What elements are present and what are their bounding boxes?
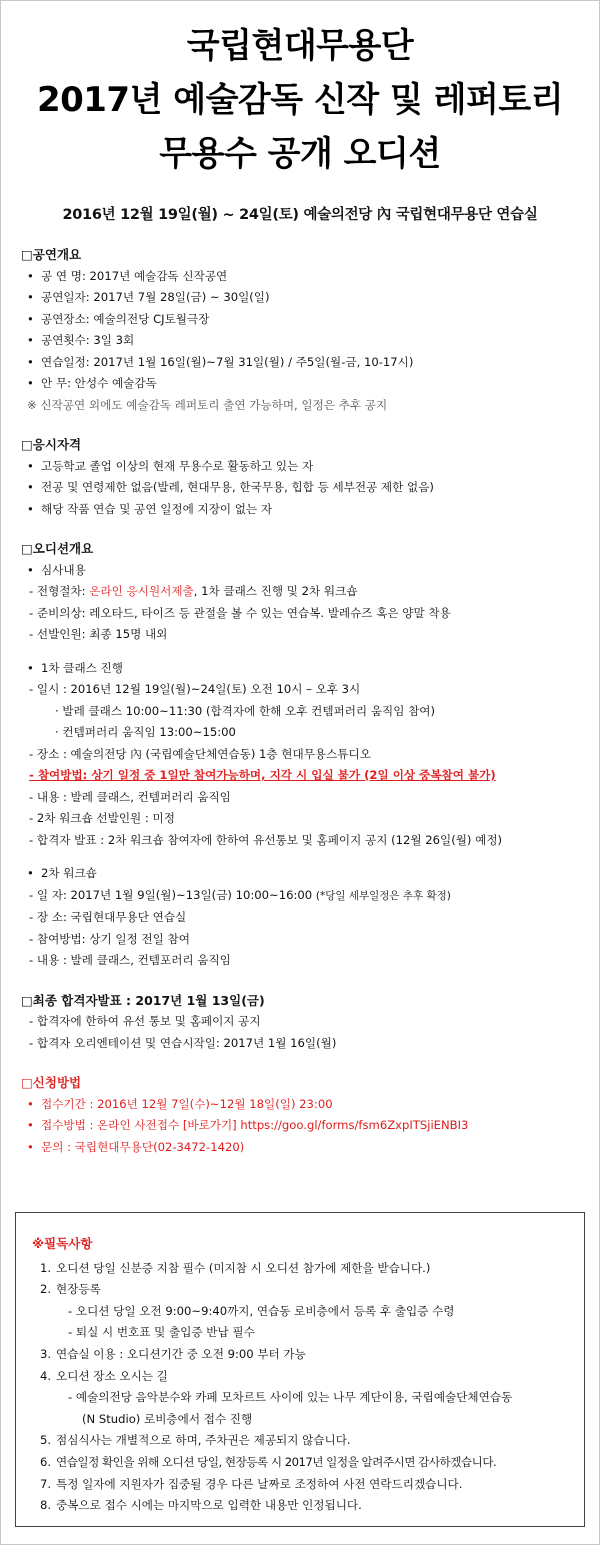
page-title	[1, 19, 599, 181]
round1-content: - 내용 : 발레 클래스, 컨템퍼러리 움직임	[29, 789, 231, 804]
notice-heading: ※필독사항	[32, 1236, 93, 1251]
round1-result: - 합격자 발표 : 2차 워크숍 참여자에 한하여 유선통보 및 홈페이지 공지 (12월 26일(월) 예정)	[29, 832, 503, 847]
eligibility-item: • 전공 및 연령제한 없음(발레, 현대무용, 한국무용, 힙합 등 세부전공 제한 없음)	[21, 477, 579, 499]
round2-date-note: (*당일 세부일정은 추후 확정)	[315, 889, 451, 902]
notice-number: 1.	[40, 1260, 52, 1275]
round1-method: - 참여방법: 상기 일정 중 1일만 참여가능하며, 지각 시 입실 불가 (2일 이상 중복참여 불가)	[29, 768, 496, 782]
notice-number: 2.	[40, 1282, 52, 1297]
round2-label: • 2차 워크숍	[21, 863, 579, 885]
required-notice-box	[15, 1212, 585, 1527]
title-line-1: 국립현대무용단	[186, 26, 414, 66]
apply-heading: □신청방법	[21, 1075, 82, 1090]
final-heading: □최종 합격자발표 : 2017년 1월 13일(금)	[21, 992, 265, 1008]
title-line-3: 무용수 공개 오디션	[159, 134, 441, 174]
notice-item-4-sub: - 예술의전당 음악분수와 카페 모차르트 사이에 있는 나무 계단이용, 국립예술단체연습동	[68, 1390, 513, 1405]
notice-item-2	[32, 1279, 572, 1301]
notice-text: 점심식사는 개별적으로 하며, 주차권은 제공되지 않습니다.	[56, 1433, 351, 1448]
round1-schedule: - 일시 : 2016년 12월 19일(월)~24일(토) 오전 10시 – 오후 3시	[29, 682, 361, 696]
apply-period: • 접수기간 : 2016년 12월 7일(수)~12월 18일(일) 23:00	[21, 1094, 579, 1116]
overview-item: • 안 무: 안성수 예술감독	[21, 373, 579, 395]
apply-method-link[interactable]: • 접수방법 : 온라인 사전접수 [바로가기] https://goo.gl/forms/fsm6ZxpITSjiENBI3	[21, 1115, 579, 1137]
round2-method: - 참여방법: 상기 일정 전일 참여	[29, 931, 190, 946]
notice-item-5	[32, 1430, 572, 1452]
overview-item: • 공연장소: 예술의전당 CJ토월극장	[21, 309, 579, 331]
notice-item-7	[32, 1474, 572, 1496]
round2-date-main: - 일 자: 2017년 1월 9일(월)~13일(금) 10:00~16:00	[29, 887, 316, 902]
notice-number: 6.	[40, 1454, 52, 1469]
notice-number: 8.	[40, 1498, 52, 1513]
notice-text: 연습실 이용 : 오디션기간 중 오전 9:00 부터 가능	[56, 1346, 306, 1361]
notice-text: 오디션 장소 오시는 길	[56, 1368, 168, 1383]
overview-item: • 연습일정: 2017년 1월 16일(월)~7월 31일(월) / 주5일(월-금, 10-17시)	[21, 352, 579, 374]
notice-number: 7.	[40, 1476, 52, 1491]
notice-text: 오디션 당일 신분증 지참 필수 (미지참 시 오디션 참가에 제한을 받습니다.)	[56, 1260, 431, 1275]
notice-item-2-sub: - 퇴실 시 번호표 및 출입증 반납 필수	[68, 1325, 255, 1340]
notice-item-3	[32, 1344, 572, 1366]
notice-number: 4.	[40, 1368, 52, 1383]
notice-number: 3.	[40, 1346, 52, 1361]
review-process-suffix: , 1차 클래스 진행 및 2차 워크숍	[193, 584, 358, 598]
overview-item: • 공 연 명: 2017년 예술감독 신작공연	[21, 266, 579, 288]
review-selection: - 선발인원: 최종 15명 내외	[29, 627, 168, 641]
round1-selection: - 2차 워크숍 선발인원 : 미정	[29, 811, 175, 825]
overview-heading: □공연개요	[21, 247, 82, 262]
review-label: • 심사내용	[21, 560, 579, 582]
notice-text: 연습일정 확인을 위해 오디션 당일, 현장등록 시 2017년 일정을 알려주시면 감사하겠습니다.	[56, 1454, 497, 1469]
notice-item-4-sub: (N Studio) 로비층에서 접수 진행	[82, 1411, 253, 1426]
final-item: - 합격자 오리엔테이션 및 연습시작일: 2017년 1월 16일(월)	[29, 1035, 337, 1050]
audition-date-line: 2016년 12월 19일(월) ~ 24일(토) 예술의전당 內 국립현대무용단 연습실	[62, 207, 538, 223]
overview-item: • 공연횟수: 3일 3회	[21, 330, 579, 352]
review-process	[21, 581, 579, 603]
notice-item-8	[32, 1495, 572, 1517]
notice-item-2-sub: - 오디션 당일 오전 9:00~9:40까지, 연습동 로비층에서 등록 후 출입증 수령	[68, 1303, 455, 1318]
review-attire: - 준비의상: 레오타드, 타이즈 등 관절을 볼 수 있는 연습복. 발레슈즈 혹은 양말 착용	[29, 605, 451, 620]
title-line-2: 2017년 예술감독 신작 및 레퍼토리	[36, 80, 564, 120]
round2-place: - 장 소: 국립현대무용단 연습실	[29, 910, 187, 924]
round2-content: - 내용 : 발레 클래스, 컨템포러리 움직임	[29, 953, 231, 967]
overview-note: ※ 신작공연 외에도 예술감독 레퍼토리 출연 가능하며, 일정은 추후 공지	[27, 397, 388, 412]
round2-date	[21, 885, 579, 908]
notice-text: 현장등록	[56, 1282, 101, 1297]
round1-contemporary: · 컨템퍼러리 움직임 13:00~15:00	[55, 725, 236, 739]
round1-ballet: · 발레 클래스 10:00~11:30 (합격자에 한해 오후 컨템퍼러리 움직임 참여)	[55, 703, 436, 718]
final-item: - 합격자에 한하여 유선 통보 및 홈페이지 공지	[29, 1014, 261, 1028]
eligibility-heading: □응시자격	[21, 437, 82, 452]
eligibility-item: • 해당 작품 연습 및 공연 일정에 지장이 없는 자	[21, 499, 579, 521]
round1-label: • 1차 클래스 진행	[21, 658, 579, 680]
audition-heading: □오디션개요	[21, 541, 94, 556]
notice-item-1	[32, 1258, 572, 1280]
review-process-prefix: - 전형절차:	[29, 584, 90, 598]
main-content	[1, 244, 599, 1158]
notice-number: 5.	[40, 1433, 52, 1448]
notice-text: 특정 일자에 지원자가 집중될 경우 다른 날짜로 조정하여 사전 연락드리겠습니다.	[56, 1476, 463, 1491]
apply-contact: • 문의 : 국립현대무용단(02-3472-1420)	[21, 1137, 579, 1159]
notice-text: 중복으로 접수 시에는 마지막으로 입력한 내용만 인정됩니다.	[56, 1498, 362, 1513]
round1-place: - 장소 : 예술의전당 內 (국립예술단체연습동) 1층 현대무용스튜디오	[29, 746, 371, 761]
online-application-text: 온라인 응시원서제출	[89, 584, 194, 598]
eligibility-item: • 고등학교 졸업 이상의 현재 무용수로 활동하고 있는 자	[21, 456, 579, 478]
notice-item-6	[32, 1452, 572, 1474]
overview-item: • 공연일자: 2017년 7월 28일(금) ~ 30일(일)	[21, 287, 579, 309]
notice-item-4	[32, 1366, 572, 1388]
